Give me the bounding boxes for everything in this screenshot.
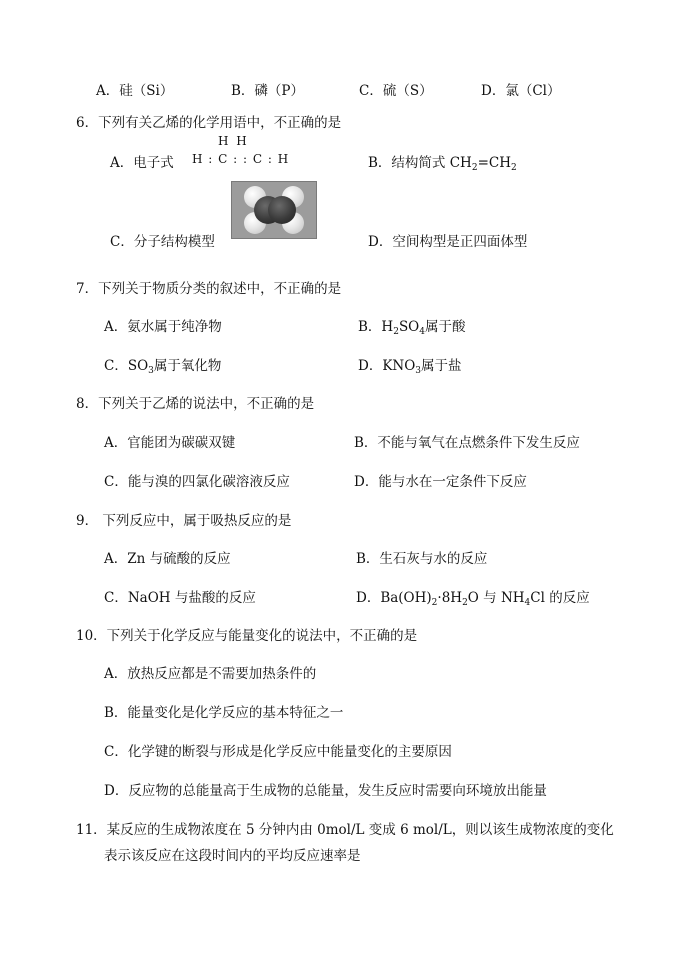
- electron-formula: H : C : : C : H: [192, 152, 290, 166]
- q7-option-c: C．$SO_3$属于氧化物: [104, 358, 222, 376]
- q9-stem: 9． 下列反应中，属于吸热反应的是: [76, 513, 292, 529]
- q6-option-d: D．空间构型是正四面体型: [368, 234, 528, 250]
- q9-option-b: B．生石灰与水的反应: [356, 551, 488, 567]
- q8-option-b: B．不能与氧气在点燃条件下发生反应: [354, 435, 580, 451]
- q10-option-c: C．化学键的断裂与形成是化学反应中能量变化的主要原因: [104, 744, 452, 760]
- q6-option-a: A．电子式: [110, 155, 174, 171]
- q6-option-c: C．分子结构模型: [110, 234, 215, 250]
- q6-stem: 6．下列有关乙烯的化学用语中，不正确的是: [76, 115, 342, 131]
- q5-option-d: D．氯（Cl）: [481, 83, 561, 99]
- q7-option-a: A．氨水属于纯净物: [104, 319, 222, 335]
- q8-option-c: C．能与溴的四氯化碳溶液反应: [104, 474, 290, 490]
- q7-option-b: B．$H_2SO_4$属于酸: [358, 319, 466, 337]
- q9-option-d: D．$Ba(OH)_2\cdot 8H_2O$ 与 $NH_4Cl$ 的反应: [356, 590, 590, 608]
- q7-option-d: D．$KNO_3$属于盐: [358, 358, 462, 376]
- q5-option-b: B．磷（P）: [231, 83, 305, 99]
- q6-option-b: B．结构简式 $CH_2=CH_2$: [368, 155, 517, 173]
- q10-option-b: B．能量变化是化学反应的基本特征之一: [104, 705, 344, 721]
- q10-option-d: D．反应物的总能量高于生成物的总能量，发生反应时需要向环境放出能量: [104, 783, 547, 799]
- q7-stem: 7．下列关于物质分类的叙述中，不正确的是: [76, 281, 342, 297]
- q8-option-a: A．官能团为碳碳双键: [104, 435, 236, 451]
- q9-option-a: A．Zn 与硫酸的反应: [104, 551, 231, 567]
- q9-option-c: C．NaOH 与盐酸的反应: [104, 590, 256, 606]
- q11-stem-line1: 11．某反应的生成物浓度在 5 分钟内由 0mol/L 变成 6 mol/L，则以该生成物浓度的变化: [76, 822, 614, 838]
- q11-stem-line2: 表示该反应在这段时间内的平均反应速率是: [104, 848, 361, 864]
- q8-stem: 8．下列关于乙烯的说法中，不正确的是: [76, 396, 315, 412]
- q8-option-d: D．能与水在一定条件下反应: [354, 474, 527, 490]
- q5-option-c: C．硫（S）: [359, 83, 433, 99]
- q10-option-a: A．放热反应都是不需要加热条件的: [104, 666, 317, 682]
- electron-formula-top: H H: [218, 134, 248, 148]
- molecule-model-image: [231, 181, 317, 239]
- q10-stem: 10．下列关于化学反应与能量变化的说法中，不正确的是: [76, 628, 418, 644]
- q5-option-a: A．硅（Si）: [96, 83, 174, 99]
